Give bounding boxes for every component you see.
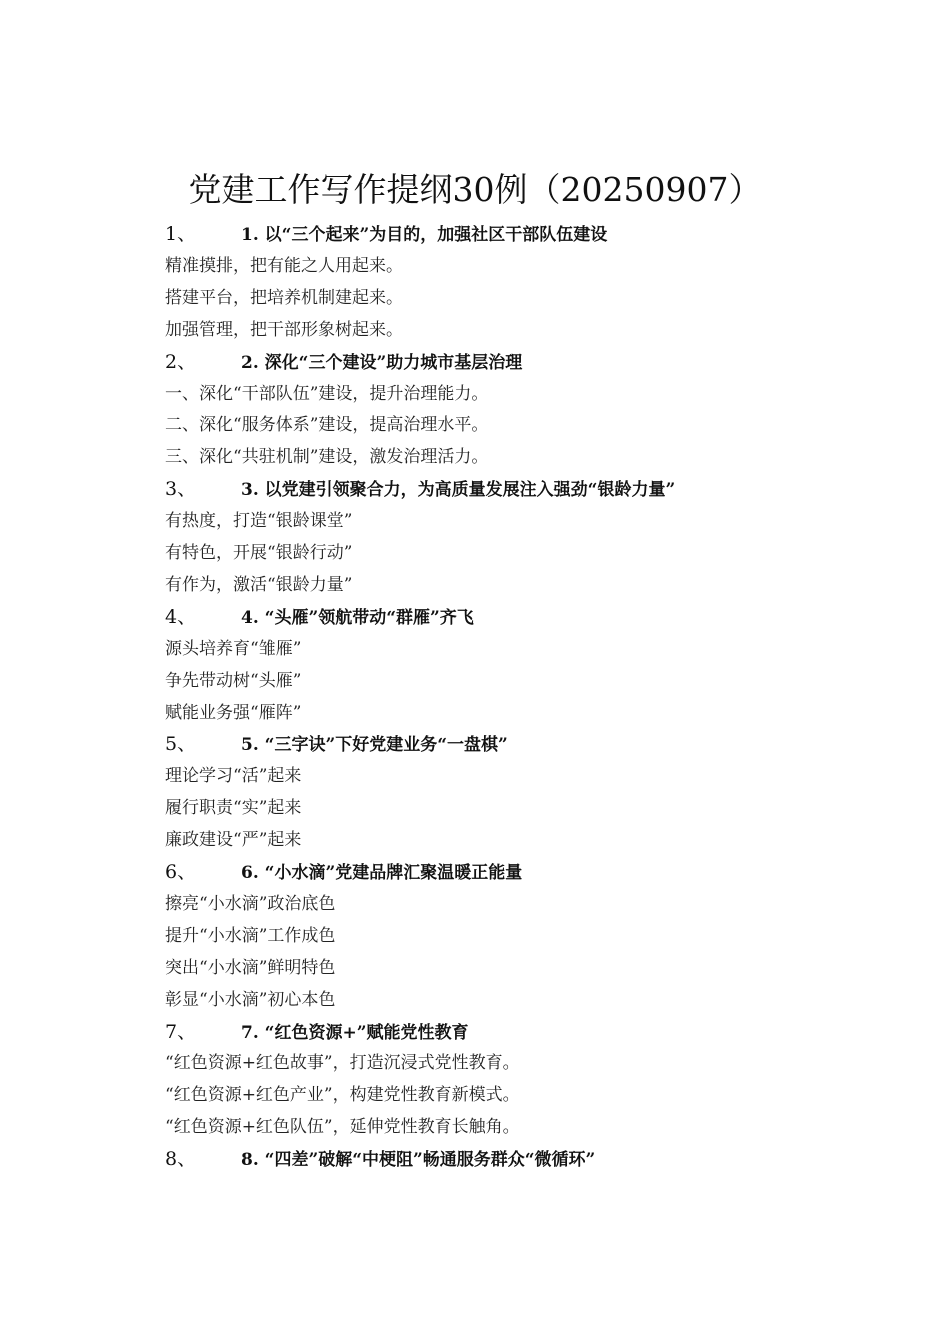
- section-heading: [165, 602, 474, 632]
- section-heading-text: 3. 以党建引领聚合力，为高质量发展注入强劲“银龄力量”: [241, 480, 676, 501]
- section-heading: [165, 729, 508, 759]
- outline-item: 突出“小水滴”鲜明特色: [165, 957, 336, 978]
- section-number: 3、: [165, 478, 197, 501]
- section-heading: [165, 219, 607, 249]
- outline-item: “红色资源+红色队伍”，延伸党性教育长触角。: [165, 1117, 520, 1138]
- section-heading-text: 2. 深化“三个建设”助力城市基层治理: [241, 352, 523, 373]
- outline-item: 三、深化“共驻机制”建设，激发治理活力。: [165, 447, 489, 468]
- outline-item: 彰显“小水滴”初心本色: [165, 989, 336, 1010]
- section-number: 8、: [165, 1148, 197, 1171]
- outline-item: 擦亮“小水滴”政治底色: [165, 893, 336, 914]
- outline-item: 廉政建设“严”起来: [165, 830, 302, 851]
- section-heading-text: 4. “头雁”领航带动“群雁”齐飞: [241, 607, 474, 628]
- outline-item: 赋能业务强“雁阵”: [165, 702, 302, 723]
- section-heading-text: 7. “红色资源+”赋能党性教育: [241, 1022, 469, 1043]
- outline-item: 二、深化“服务体系”建设，提高治理水平。: [165, 415, 489, 436]
- section-number: 2、: [165, 350, 197, 373]
- outline-item: 争先带动树“头雁”: [165, 670, 302, 691]
- section-heading: [165, 1144, 595, 1174]
- outline-item: 一、深化“干部队伍”建设，提升治理能力。: [165, 383, 489, 404]
- outline-item: “红色资源+红色产业”，构建党性教育新模式。: [165, 1085, 520, 1106]
- outline-item: 加强管理，把干部形象树起来。: [165, 319, 403, 340]
- outline-item: 理论学习“活”起来: [165, 766, 302, 787]
- section-number: 1、: [165, 223, 197, 245]
- section-heading: [165, 347, 522, 377]
- section-number: 6、: [165, 861, 197, 883]
- outline-item: 有热度，打造“银龄课堂”: [165, 511, 353, 532]
- section-number: 5、: [165, 733, 197, 756]
- outline-item: “红色资源+红色故事”，打造沉浸式党性教育。: [165, 1053, 520, 1074]
- section-heading-text: 1. 以“三个起来”为目的，加强社区干部队伍建设: [241, 225, 608, 245]
- document-title: 党建工作写作提纲30例（20250907）: [188, 170, 762, 209]
- section-heading-text: 6. “小水滴”党建品牌汇聚温暖正能量: [241, 863, 523, 883]
- outline-item: 源头培养育“雏雁”: [165, 638, 302, 659]
- outline-item: 提升“小水滴”工作成色: [165, 925, 336, 946]
- outline-item: 精准摸排，把有能之人用起来。: [165, 255, 403, 276]
- section-heading-text: 8. “四差”破解“中梗阻”畅通服务群众“微循环”: [241, 1150, 596, 1171]
- section-number: 7、: [165, 1020, 197, 1043]
- outline-item: 有作为，激活“银龄力量”: [165, 574, 353, 595]
- outline-item: 搭建平台，把培养机制建起来。: [165, 287, 403, 308]
- section-heading: [165, 857, 522, 887]
- outline-item: 履行职责“实”起来: [165, 798, 302, 819]
- section-heading: [165, 474, 675, 504]
- section-heading: [165, 1017, 468, 1047]
- section-number: 4、: [165, 605, 197, 628]
- section-heading-text: 5. “三字诀”下好党建业务“一盘棋”: [241, 735, 508, 756]
- outline-item: 有特色，开展“银龄行动”: [165, 543, 353, 563]
